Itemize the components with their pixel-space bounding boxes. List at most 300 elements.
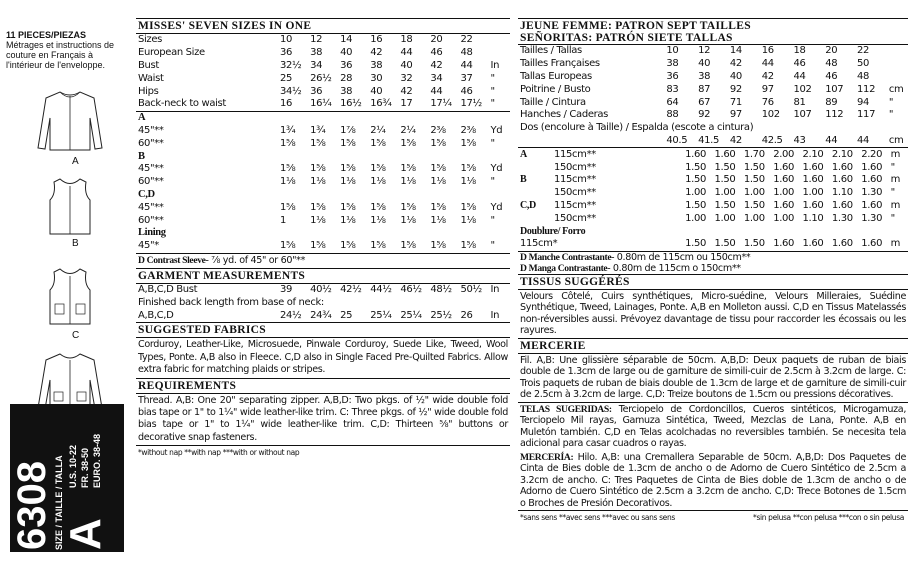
value-cell: 20	[430, 34, 443, 46]
value-cell: 1⅛	[340, 176, 356, 188]
misses-title: MISSES' SEVEN SIZES IN ONE	[136, 18, 510, 34]
jeune-metrage-table	[518, 148, 908, 250]
value-cell: 1⅝	[340, 240, 356, 252]
table-row	[518, 58, 908, 71]
unit-cell: Yd	[490, 163, 503, 175]
value-cell: 1⅝	[430, 201, 446, 213]
value-cell: 92	[698, 109, 711, 121]
unit-cell	[889, 58, 908, 71]
value-cell: 36	[280, 47, 293, 59]
value-cell: 1⅝	[340, 163, 356, 175]
pieces-note: Métrages et instructions de couture en Français à l'intérieur de l'enveloppe.	[6, 40, 115, 70]
row-label: Dos (encolure à Taille) / Espalda (escote a cintura)	[520, 122, 754, 134]
left-column	[0, 0, 130, 580]
value-cell: 1⅛	[430, 214, 446, 226]
value-cell: 1.10	[802, 212, 824, 224]
value-cell: 64	[666, 96, 679, 108]
value-cell: 16¼	[310, 98, 332, 110]
value-cell: 2¼	[400, 124, 416, 136]
unit-cell: m	[890, 238, 900, 250]
unit-cell: m	[890, 148, 900, 160]
value-cell: 24½	[280, 309, 302, 321]
row-label: Bust	[138, 59, 159, 71]
row-label: 45"**	[138, 124, 164, 136]
value-cell: 1⅝	[280, 240, 296, 252]
unit-cell: m	[890, 174, 900, 186]
unit-cell: "	[890, 161, 895, 173]
merceria-block	[518, 451, 908, 511]
value-cell: 2⅜	[430, 124, 446, 136]
table-row	[518, 83, 908, 96]
value-cell: 1.00	[802, 187, 824, 199]
fabrics-text: Corduroy, Leather-Like, Microsuede, Pinwale Corduroy, Suede Like, Tweed, Wool Types, Ponte. A,B also in Fleece. C,D also in Single Faced Pre-Quilted Fabrics. Allow extra fabric for matching plaids or stripes.	[138, 339, 508, 376]
value-cell: 48	[857, 70, 870, 82]
unit-cell	[491, 34, 510, 47]
value-cell: 16½	[340, 98, 362, 110]
value-cell: 34	[310, 59, 323, 71]
value-cell: 26	[460, 309, 473, 321]
table-row	[518, 45, 908, 58]
table-row	[136, 125, 510, 138]
value-cell: 71	[729, 96, 742, 108]
value-cell: 1.00	[773, 212, 795, 224]
value-cell: 1⅛	[400, 214, 416, 226]
value-cell: 1.60	[714, 148, 736, 160]
value-cell: 1.60	[773, 238, 795, 250]
row-label	[518, 135, 666, 148]
value-cell: 42	[370, 47, 383, 59]
requirements-title: REQUIREMENTS	[136, 378, 510, 394]
manche-text: 0.80m de 115cm ou 150cm**	[616, 251, 751, 263]
value-cell: 44	[460, 59, 473, 71]
section-row	[136, 227, 510, 240]
value-cell: 24¾	[310, 309, 332, 321]
row-label: European Size	[138, 47, 205, 59]
view-label: Doublure/ Forro	[520, 225, 586, 237]
value-cell: 22	[857, 45, 870, 57]
row-label: 150cm**	[554, 212, 596, 224]
unit-cell: "	[888, 96, 894, 108]
table-row	[136, 72, 510, 85]
value-cell: 2¼	[370, 124, 386, 136]
value-cell: 44	[793, 70, 806, 82]
pieces-title: 11 PIECES/PIEZAS	[6, 30, 87, 40]
value-cell: 14	[340, 34, 353, 46]
value-cell: 41.5	[698, 134, 720, 146]
value-cell: 39	[280, 284, 293, 296]
value-cell: 1⅝	[430, 163, 446, 175]
unit-cell: In	[490, 59, 500, 71]
value-cell: 1¾	[310, 124, 326, 136]
value-cell: 46	[430, 47, 443, 59]
value-cell: 1.60	[831, 199, 853, 211]
unit-cell: "	[490, 98, 495, 110]
value-cell: 97	[761, 83, 774, 95]
value-cell: 10	[280, 34, 293, 46]
row-label	[518, 225, 908, 238]
view-b-illustration	[44, 176, 96, 238]
row-label: Finished back length from base of neck:	[138, 297, 324, 309]
value-cell: 46	[793, 58, 806, 70]
table-row	[136, 310, 510, 323]
value-cell: 16¾	[370, 98, 392, 110]
jeune-title	[518, 18, 908, 45]
manche-label: D Manche Contrastante-	[520, 251, 615, 263]
value-cell: 28	[340, 72, 353, 84]
value-cell: 2⅜	[460, 124, 476, 136]
value-cell: 1.00	[773, 187, 795, 199]
value-cell: 112	[825, 109, 844, 121]
value-cell: 92	[729, 83, 742, 95]
row-label: C,D 115cm**	[520, 199, 596, 211]
value-cell: 112	[857, 83, 876, 95]
table-row	[518, 148, 908, 161]
value-cell: 40½	[310, 284, 332, 296]
value-cell: 16	[370, 34, 383, 46]
value-cell: 1.60	[802, 238, 824, 250]
value-cell: 1.00	[714, 187, 736, 199]
value-cell: 1¾	[280, 124, 296, 136]
value-cell: 42½	[340, 284, 362, 296]
tissus-title: TISSUS SUGGÉRÉS	[518, 274, 908, 290]
value-cell: 1⅝	[310, 137, 326, 149]
row-label: A,B,C,D	[138, 309, 174, 321]
value-cell: 1.60	[831, 161, 853, 173]
value-cell: 2.00	[773, 148, 795, 160]
unit-cell: In	[490, 309, 500, 321]
value-cell: 67	[698, 96, 711, 108]
value-cell: 1⅛	[400, 176, 416, 188]
value-cell: 97	[729, 109, 742, 121]
unit-cell: cm	[888, 134, 904, 146]
value-cell: 102	[793, 83, 812, 95]
row-label: A,B,C,D Bust	[138, 284, 198, 296]
value-cell: 102	[761, 109, 780, 121]
jeune-column	[518, 18, 908, 522]
value-cell: 1.60	[802, 174, 824, 186]
table-row	[136, 297, 510, 310]
table-row	[136, 137, 510, 150]
value-cell: 89	[825, 96, 838, 108]
value-cell: 10	[666, 45, 679, 57]
row-label: Poitrine / Busto	[520, 83, 591, 95]
view-c-illustration	[44, 266, 96, 328]
value-cell: 1.60	[861, 161, 883, 173]
value-cell: 40	[698, 58, 711, 70]
value-cell: 1.60	[685, 148, 707, 160]
value-cell: 25	[280, 72, 293, 84]
tissus-text: Velours Côtelé, Cuirs synthétiques, Micro-suédine, Velours Milleraies, Suédine Synthétique, Tweed, Lainages, Ponte. A,B en Molleton aussi. C,D en Tissus Matelassés non-réversibles aussi. Prévoyez davantage de tissu pour raccorder les écossais ou les rayures.	[520, 290, 906, 337]
view-label-a: A	[72, 156, 79, 167]
row-label: Waist	[138, 72, 164, 84]
value-cell: 1⅝	[430, 240, 446, 252]
value-cell: 48½	[430, 284, 452, 296]
value-cell: 42	[400, 85, 413, 97]
value-cell: 1.60	[861, 199, 883, 211]
value-cell: 36	[340, 59, 353, 71]
value-cell: 36	[310, 85, 323, 97]
size-line-us: U.S. 10-22	[68, 444, 78, 488]
unit-cell: "	[490, 85, 495, 97]
value-cell: 107	[825, 83, 844, 95]
row-label: B 115cm**	[520, 174, 596, 186]
table-row	[518, 109, 908, 122]
value-cell: 1.60	[831, 238, 853, 250]
value-cell: 22	[460, 34, 473, 46]
jeune-title-fr: JEUNE FEMME: PATRON SEPT TAILLES	[520, 20, 751, 32]
value-cell: 1.50	[685, 238, 707, 250]
value-cell: 1.50	[714, 161, 736, 173]
value-cell: 1.50	[685, 161, 707, 173]
value-cell: 17¼	[430, 98, 452, 110]
value-cell: 1⅝	[400, 163, 416, 175]
row-label: 115cm*	[520, 238, 558, 250]
value-cell: 48	[825, 58, 838, 70]
mercerie-title: MERCERIE	[518, 338, 908, 354]
value-cell: 50	[857, 58, 870, 70]
value-cell: 1⅛	[310, 176, 326, 188]
value-cell: 17½	[460, 98, 482, 110]
view-a-illustration	[32, 88, 108, 156]
value-cell: 46	[825, 70, 838, 82]
row-label: Hips	[138, 85, 159, 97]
value-cell: 1⅝	[310, 163, 326, 175]
row-label: Sizes	[138, 34, 162, 46]
value-cell: 44	[761, 58, 774, 70]
value-cell: 1.50	[714, 199, 736, 211]
view-label: A	[520, 148, 527, 160]
row-label: 150cm**	[554, 187, 596, 199]
value-cell: 17	[400, 98, 413, 110]
value-cell: 44½	[370, 284, 392, 296]
table-row	[518, 161, 908, 174]
value-cell: 30	[370, 72, 383, 84]
value-cell: 1⅝	[370, 240, 386, 252]
value-cell: 1⅝	[340, 201, 356, 213]
table-row	[518, 71, 908, 84]
telas-block	[518, 403, 908, 451]
value-cell: 1.60	[802, 199, 824, 211]
value-cell: 46½	[400, 284, 422, 296]
merceria-title: MERCERÍA:	[520, 451, 574, 463]
unit-cell: "	[490, 72, 495, 84]
value-cell: 34	[430, 72, 443, 84]
table-row	[136, 60, 510, 73]
value-cell: 1.30	[861, 187, 883, 199]
value-cell: 1.50	[743, 199, 765, 211]
value-cell: 1⅝	[310, 201, 326, 213]
unit-cell: "	[890, 212, 895, 224]
value-cell: 46	[460, 85, 473, 97]
view-label: C,D	[520, 199, 536, 211]
value-cell: 40	[370, 85, 383, 97]
section-row	[136, 189, 510, 202]
row-label: Back-neck to waist	[138, 98, 226, 110]
unit-cell: "	[490, 240, 495, 252]
value-cell: 1.00	[685, 187, 707, 199]
value-cell: 1⅝	[280, 163, 296, 175]
contrast-sleeve-text: ⅞ yd. of 45" or 60"**	[211, 254, 306, 266]
value-cell: 42	[430, 59, 443, 71]
value-cell: 1⅝	[460, 201, 476, 213]
value-cell: 1	[280, 214, 287, 226]
misses-size-table	[136, 34, 510, 111]
value-cell: 1⅝	[370, 201, 386, 213]
value-cell: 1⅝	[340, 137, 356, 149]
garment-title: GARMENT MEASUREMENTS	[136, 268, 510, 284]
size-line-euro: EURO. 38-48	[92, 433, 102, 488]
value-cell: 1.00	[743, 212, 765, 224]
value-cell: 18	[793, 45, 806, 57]
size-label: SIZE / TAILLE / TALLA	[54, 455, 64, 550]
value-cell: 1⅝	[310, 240, 326, 252]
value-cell: 42	[729, 58, 742, 70]
unit-cell: m	[890, 199, 900, 211]
value-cell: 1⅛	[370, 176, 386, 188]
table-row	[136, 176, 510, 189]
row-label: Tailles / Tallas	[520, 45, 582, 57]
value-cell: 38	[310, 47, 323, 59]
fabrics-title: SUGGESTED FABRICS	[136, 322, 510, 338]
value-cell: 1⅛	[310, 214, 326, 226]
merceria-text: Hilo. A,B: una Cremallera Separable de 50cm. A,B,D: Dos Paquetes de Cinta de Bies doble de 1.3cm de ancho o de Adorno de Cuero Sintético de 2.5cm a 3.2cm de ancho. C: Tres Paquetes de Cinta de Bies doble de 1.3cm de ancho o de Adorno de Cuero Sintético de 2.5cm a 3.2cm de ancho. C,D: Trece Botones de 1.5cm o Broches de Presión Decorativos.	[520, 451, 906, 509]
row-label: Tallas Europeas	[520, 70, 592, 82]
size-letter: A	[61, 518, 110, 550]
size-block	[10, 404, 124, 552]
value-cell: 1.60	[861, 174, 883, 186]
value-cell: 1⅝	[370, 163, 386, 175]
section-row	[136, 112, 510, 125]
value-cell: 26½	[310, 72, 332, 84]
value-cell: 37	[460, 72, 473, 84]
value-cell: 44	[857, 134, 870, 146]
jeune-size-table	[518, 45, 908, 147]
value-cell: 16	[280, 98, 293, 110]
row-label: Hanches / Caderas	[520, 109, 609, 121]
row-label: 60"**	[138, 137, 164, 149]
size-line-fr: FR. 38-50	[80, 447, 90, 488]
value-cell: 1⅝	[400, 240, 416, 252]
value-cell: 34½	[280, 85, 302, 97]
value-cell: 1⅛	[430, 176, 446, 188]
mercerie-text: Fil. A,B: Une glissière séparable de 50cm. A,B,D: Deux paquets de ruban de biais double de 1.3cm de large ou de garniture de simili-cuir de 2.5cm à 3.2cm de large. C: Trois paquets de ruban de biais double de 1.3cm de large et de garniture de simili-cuir de 2.5cm à 3.2cm de large. C,D: Treize boutons de 1.5cm ou pressions décoratives.	[520, 354, 906, 401]
contrast-sleeve	[136, 254, 510, 268]
value-cell: 18	[400, 34, 413, 46]
value-cell: 1.60	[773, 161, 795, 173]
value-cell: 1.60	[861, 238, 883, 250]
table-row	[518, 96, 908, 109]
value-cell: 43	[793, 134, 806, 146]
table-row	[518, 238, 908, 251]
value-cell: 88	[666, 109, 679, 121]
table-row	[518, 212, 908, 225]
table-row	[136, 85, 510, 98]
unit-cell: "	[490, 137, 495, 149]
value-cell: 1⅝	[280, 201, 296, 213]
value-cell: 1.70	[743, 148, 765, 160]
value-cell: 1.30	[831, 212, 853, 224]
value-cell: 1⅛	[460, 176, 476, 188]
requirements-text: Thread. A,B: One 20" separating zipper. A,B,D: Two pkgs. of ½" wide double fold bias tape or 1" to 1¼" wide leather-like trim. C: Three pkgs. of ½" wide double fold bias tape or 1" to 1¼" wide leather-like trim. C,D: Thirteen ⅝" buttons or decorative snap fasteners.	[138, 394, 508, 443]
value-cell: 1⅝	[460, 137, 476, 149]
value-cell: 1.10	[831, 187, 853, 199]
table-row	[518, 135, 908, 148]
garment-table	[136, 284, 510, 322]
manche-line	[518, 252, 908, 263]
unit-cell: "	[890, 187, 895, 199]
row-label: 60"**	[138, 214, 164, 226]
value-cell: 1⅝	[280, 137, 296, 149]
pattern-number: 6308	[10, 461, 54, 550]
value-cell: 42	[729, 134, 742, 146]
manga-label: D Manga Contrastante-	[520, 262, 611, 274]
jeune-title-es: SEÑORITAS: PATRÓN SIETE TALLAS	[520, 32, 733, 44]
value-cell: 1⅝	[400, 201, 416, 213]
value-cell: 48	[460, 47, 473, 59]
unit-cell: "	[490, 176, 495, 188]
unit-cell: "	[888, 109, 894, 121]
row-label: A 115cm**	[520, 148, 596, 160]
table-row	[136, 163, 510, 176]
value-cell: 12	[310, 34, 323, 46]
manga-line	[518, 263, 908, 274]
value-cell: 1⅝	[370, 137, 386, 149]
row-label: 60"**	[138, 176, 164, 188]
table-row	[518, 225, 908, 238]
table-row	[136, 34, 510, 47]
value-cell: 1⅝	[460, 240, 476, 252]
value-cell: 1.50	[743, 238, 765, 250]
value-cell: 12	[698, 45, 711, 57]
footnote-es: *sin pelusa **con pelusa ***con o sin pelusa	[753, 513, 904, 523]
view-label: B	[520, 174, 527, 186]
value-cell: 1⅝	[430, 137, 446, 149]
value-cell: 40	[729, 70, 742, 82]
value-cell: 38	[698, 70, 711, 82]
value-cell: 32	[400, 72, 413, 84]
view-label-c: C	[72, 330, 80, 341]
value-cell: 83	[666, 83, 679, 95]
value-cell: 38	[666, 58, 679, 70]
value-cell: 42	[761, 70, 774, 82]
contrast-sleeve-label: D Contrast Sleeve-	[138, 254, 209, 266]
value-cell: 25¼	[400, 309, 422, 321]
value-cell: 1.00	[743, 187, 765, 199]
value-cell: 32½	[280, 59, 302, 71]
value-cell: 50½	[460, 284, 482, 296]
misses-column	[136, 18, 510, 457]
section-label: C,D	[138, 188, 155, 200]
value-cell: 1.50	[685, 199, 707, 211]
value-cell: 1⅝	[460, 163, 476, 175]
table-row	[136, 98, 510, 111]
value-cell: 25	[340, 309, 353, 321]
row-label: Tailles Françaises	[520, 58, 600, 70]
value-cell: 38	[370, 59, 383, 71]
value-cell: 42.5	[761, 134, 783, 146]
value-cell: 94	[857, 96, 870, 108]
section-label: B	[138, 150, 145, 162]
unit-cell: Yd	[490, 124, 503, 136]
value-cell: 117	[857, 109, 876, 121]
row-label: 45"**	[138, 201, 164, 213]
view-label-b: B	[72, 238, 79, 249]
table-row	[136, 201, 510, 214]
unit-cell	[889, 45, 908, 58]
value-cell: 2.20	[861, 148, 883, 160]
value-cell: 40	[340, 47, 353, 59]
table-row	[136, 214, 510, 227]
